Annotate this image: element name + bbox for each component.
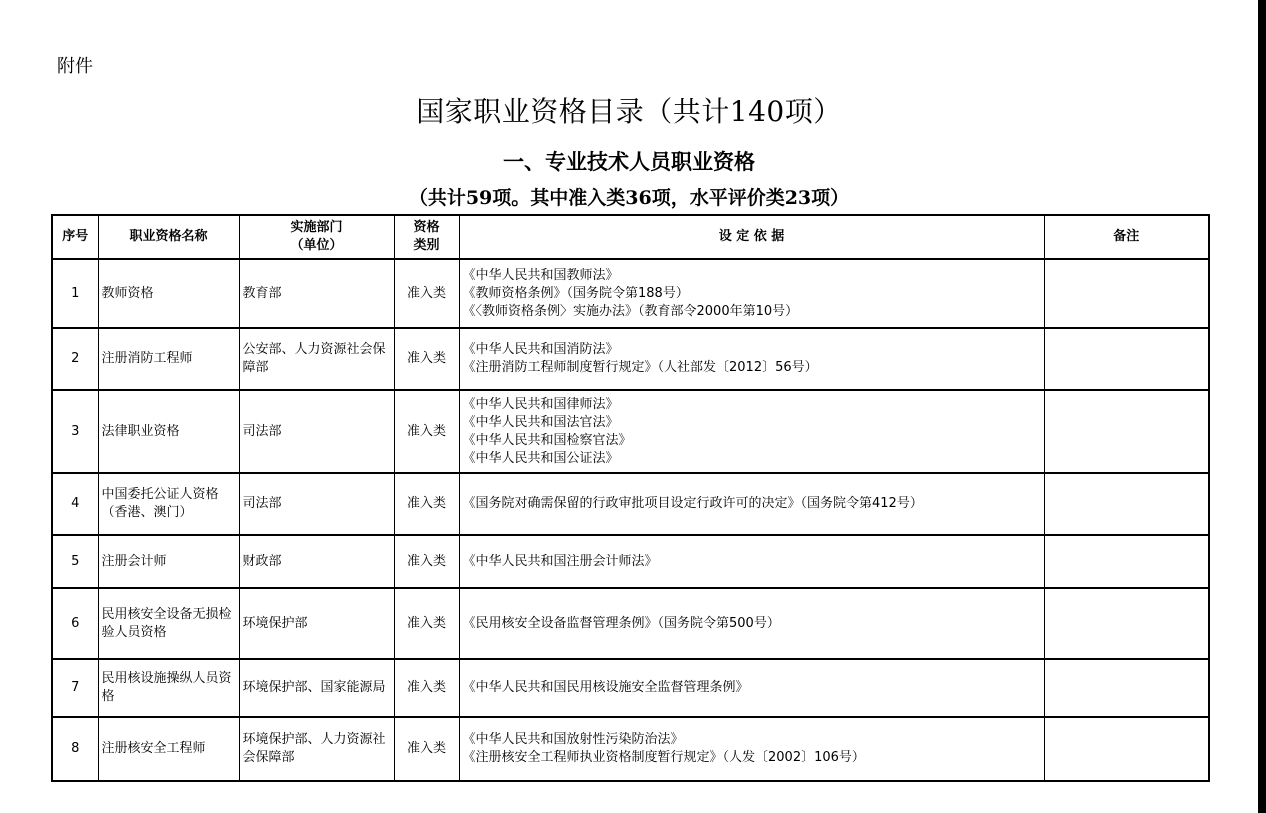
implementing-department: 司法部 xyxy=(239,390,394,473)
header-name: 职业资格名称 xyxy=(98,215,239,259)
basis-line: 《中华人民共和国律师法》 xyxy=(462,396,619,412)
row-notes xyxy=(1044,328,1209,390)
row-index: 2 xyxy=(52,328,98,390)
row-index: 8 xyxy=(52,717,98,781)
header-dept xyxy=(239,215,394,259)
basis-line: 《中华人民共和国民用核设施安全监督管理条例》 xyxy=(462,680,749,695)
basis-line: 《教师资格条例》（国务院令第188号） xyxy=(462,285,689,301)
table-row xyxy=(52,328,1209,390)
qualification-name: 教师资格 xyxy=(98,259,239,328)
row-notes xyxy=(1044,259,1209,328)
implementing-department: 司法部 xyxy=(239,473,394,535)
document-title: 国家职业资格目录（共计140项） xyxy=(416,95,842,128)
header-dept-line1: 实施部门 xyxy=(290,220,343,235)
header-index: 序号 xyxy=(52,215,98,259)
header-type xyxy=(394,215,459,259)
header-row xyxy=(52,215,1209,259)
legal-basis xyxy=(459,473,1044,535)
section-title: 一、专业技术人员职业资格 xyxy=(503,149,755,174)
legal-basis xyxy=(459,717,1044,781)
legal-basis xyxy=(459,659,1044,717)
header-basis: 设 定 依 据 xyxy=(459,215,1044,259)
implementing-department: 财政部 xyxy=(239,535,394,588)
qualification-name: 注册会计师 xyxy=(98,535,239,588)
basis-line: 《中华人民共和国检察官法》 xyxy=(462,432,632,448)
legal-basis xyxy=(459,588,1044,659)
header-type-line1: 资格 xyxy=(413,220,440,235)
row-notes xyxy=(1044,390,1209,473)
implementing-department: 环境保护部、人力资源社会保障部 xyxy=(239,717,394,781)
qualification-type: 准入类 xyxy=(394,259,459,328)
header-type-line2: 类别 xyxy=(413,238,440,253)
section-summary: （共计59项。其中准入类36项，水平评价类23项） xyxy=(408,187,850,209)
row-notes xyxy=(1044,659,1209,717)
legal-basis xyxy=(459,259,1044,328)
table-row xyxy=(52,535,1209,588)
qualification-type: 准入类 xyxy=(394,328,459,390)
row-index: 6 xyxy=(52,588,98,659)
attachment-label: 附件 xyxy=(57,56,93,77)
basis-line: 《中华人民共和国放射性污染防治法》 xyxy=(462,732,684,747)
table-row xyxy=(52,259,1209,328)
legal-basis xyxy=(459,535,1044,588)
row-notes xyxy=(1044,535,1209,588)
implementing-department: 教育部 xyxy=(239,259,394,328)
qualification-type: 准入类 xyxy=(394,659,459,717)
basis-line: 《注册核安全工程师执业资格制度暂行规定》（人发〔2002〕106号） xyxy=(462,750,865,765)
qualification-table xyxy=(51,214,1210,782)
qualification-type: 准入类 xyxy=(394,535,459,588)
basis-line: 《国务院对确需保留的行政审批项目设定行政许可的决定》（国务院令第412号） xyxy=(462,496,923,511)
qualification-name: 法律职业资格 xyxy=(98,390,239,473)
header-notes: 备注 xyxy=(1044,215,1209,259)
basis-line: 《民用核安全设备监督管理条例》（国务院令第500号） xyxy=(462,615,780,631)
legal-basis xyxy=(459,328,1044,390)
qualification-type: 准入类 xyxy=(394,390,459,473)
basis-line: 《中华人民共和国教师法》 xyxy=(462,267,619,283)
legal-basis xyxy=(459,390,1044,473)
qualification-name: 民用核安全设备无损检验人员资格 xyxy=(98,588,239,659)
row-index: 5 xyxy=(52,535,98,588)
basis-line: 《中华人民共和国法官法》 xyxy=(462,414,619,430)
table-row xyxy=(52,473,1209,535)
table-row xyxy=(52,717,1209,781)
qualification-name: 注册消防工程师 xyxy=(98,328,239,390)
implementing-department: 环境保护部、国家能源局 xyxy=(239,659,394,717)
basis-line: 《中华人民共和国消防法》 xyxy=(462,342,619,357)
table-header xyxy=(52,215,1209,259)
row-notes xyxy=(1044,473,1209,535)
qualification-type: 准入类 xyxy=(394,588,459,659)
row-index: 3 xyxy=(52,390,98,473)
row-index: 1 xyxy=(52,259,98,328)
row-index: 4 xyxy=(52,473,98,535)
row-notes xyxy=(1044,717,1209,781)
basis-line: 《中华人民共和国注册会计师法》 xyxy=(462,553,658,569)
qualification-name: 民用核设施操纵人员资格 xyxy=(98,659,239,717)
table-row xyxy=(52,659,1209,717)
basis-line: 《注册消防工程师制度暂行规定》（人社部发〔2012〕56号） xyxy=(462,360,818,375)
qualification-name: 中国委托公证人资格（香港、澳门） xyxy=(98,473,239,535)
table-row xyxy=(52,588,1209,659)
page-edge-bar xyxy=(1258,0,1266,813)
row-index: 7 xyxy=(52,659,98,717)
row-notes xyxy=(1044,588,1209,659)
table-body xyxy=(52,259,1209,781)
basis-line: 《〈教师资格条例〉实施办法》（教育部令2000年第10号） xyxy=(462,303,799,319)
implementing-department: 公安部、人力资源社会保障部 xyxy=(239,328,394,390)
qualification-type: 准入类 xyxy=(394,717,459,781)
table-row xyxy=(52,390,1209,473)
qualification-type: 准入类 xyxy=(394,473,459,535)
basis-line: 《中华人民共和国公证法》 xyxy=(462,450,619,466)
implementing-department: 环境保护部 xyxy=(239,588,394,659)
qualification-name: 注册核安全工程师 xyxy=(98,717,239,781)
header-dept-line2: （单位） xyxy=(290,238,343,253)
